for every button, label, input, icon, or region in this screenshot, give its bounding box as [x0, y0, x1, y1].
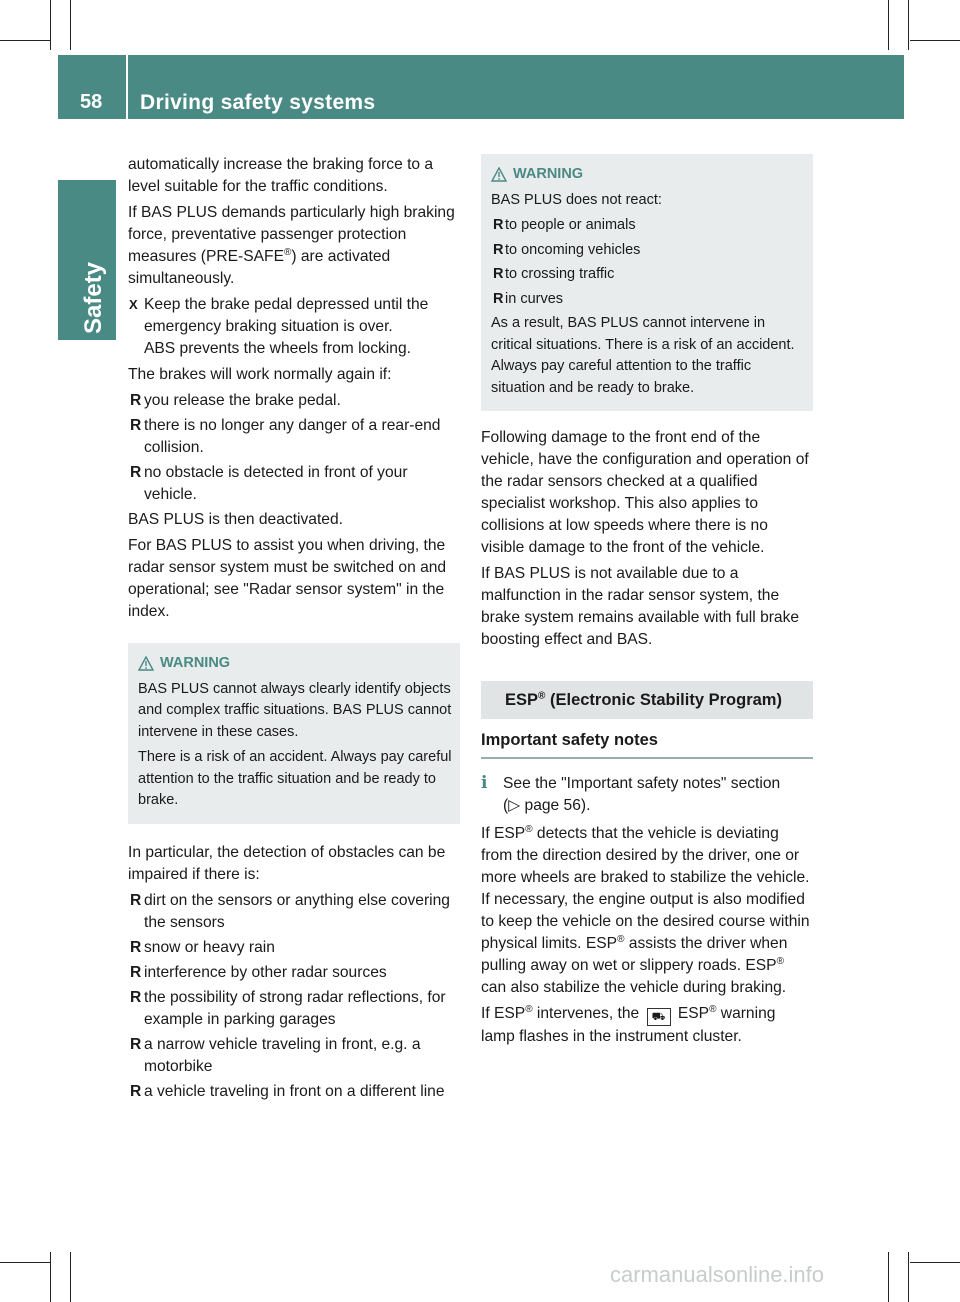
bullet-icon: R — [130, 392, 142, 409]
list-item: R the possibility of strong radar reflections, for example in parking garages — [130, 988, 446, 1028]
warning-box — [481, 154, 813, 411]
step-result: ABS prevents the wheels from locking. — [144, 340, 411, 357]
side-tab-label: Safety — [80, 261, 107, 334]
instruction-step: X Keep the brake pedal depressed until the emergency braking situation is over. ABS prevents the wheels from locking. — [128, 294, 460, 360]
crop-mark — [910, 1262, 960, 1263]
list-item: R interference by other radar sources — [128, 962, 460, 984]
bullet-icon: R — [130, 938, 142, 956]
bullet-icon: R — [130, 1082, 142, 1100]
paragraph: If BAS PLUS is not available due to a malfunction in the radar sensor system, the brake system remains available with full brake boosting effect and BAS. — [481, 565, 800, 648]
bullet-icon: R — [493, 217, 504, 233]
crop-mark — [70, 1252, 71, 1302]
page-title: Driving safety systems — [140, 91, 376, 114]
page-number: 58 — [80, 91, 103, 113]
list-item: R in curves — [491, 289, 805, 311]
esp-warning-lamp-icon: ⛟ — [647, 1008, 671, 1026]
crop-mark — [50, 1252, 51, 1302]
bullet-icon: R — [493, 290, 504, 307]
bullet-icon: R — [130, 417, 142, 434]
crop-mark — [0, 1262, 50, 1263]
warning-text: As a result, BAS PLUS cannot intervene in critical situations. There is a risk of an accident. Always pay careful attention to the traffic situation and be ready to brake. — [491, 315, 795, 396]
warning-box — [128, 643, 460, 824]
paragraph: BAS PLUS is then deactivated. — [128, 511, 343, 528]
list-item: R to people or animals — [491, 215, 805, 237]
warning-header: WARNING — [138, 653, 452, 675]
paragraph: If ESP® detects that the vehicle is deviating from the direction desired by the driver, one or more wheels are braked to stabilize the vehicle. If necessary, the engine output is also modified to keep the vehicle on the desired course within physical limits. ESP® assists the driver when pulling away on wet or slippery roads. ESP® can also stabilize the vehicle during braking. — [481, 823, 810, 996]
list-item: R to crossing traffic — [491, 264, 805, 286]
bullet-icon: R — [493, 266, 504, 282]
paragraph: For BAS PLUS to assist you when driving, the radar sensor system must be switched on and operational; see "Radar sensor system" in the index. — [128, 537, 447, 620]
bullet-icon: R — [493, 241, 504, 258]
bullet-list — [128, 890, 460, 1103]
list-item: R you release the brake pedal. — [128, 390, 460, 412]
list-item: R dirt on the sensors or anything else covering the sensors — [130, 891, 450, 931]
paragraph: automatically increase the braking force to a level suitable for the traffic conditions. — [128, 156, 434, 195]
list-item: R no obstacle is detected in front of your vehicle. — [130, 464, 408, 503]
page-reference: (▷ page 56). — [503, 797, 591, 814]
list-item: R a narrow vehicle traveling in front, e.g. a motorbike — [130, 1035, 421, 1075]
bullet-icon: R — [130, 963, 142, 981]
list-item: R there is no longer any danger of a rear-end collision. — [130, 417, 441, 456]
crop-mark — [50, 0, 51, 50]
warning-text: There is a risk of an accident. Always pay careful attention to the traffic situation and be ready to brake. — [138, 749, 452, 808]
list-item: R snow or heavy rain — [128, 937, 460, 959]
bullet-icon: R — [130, 464, 142, 481]
info-icon: i — [481, 773, 488, 793]
paragraph: The brakes will work normally again if: — [128, 366, 392, 383]
crop-mark — [908, 1252, 909, 1302]
crop-mark — [70, 0, 71, 50]
subheading: Important safety notes — [481, 729, 813, 759]
watermark: carmanualsonline.info — [610, 1262, 825, 1287]
info-note: i See the "Important safety notes" section (▷ page 56). — [481, 773, 813, 817]
left-column — [128, 154, 460, 1106]
warning-triangle-icon — [138, 656, 154, 671]
warning-triangle-icon — [491, 167, 507, 182]
crop-mark — [888, 1252, 889, 1302]
paragraph: If ESP® intervenes, the ⛟ ESP® warning lamp flashes in the instrument cluster. — [481, 1003, 776, 1045]
crop-mark — [910, 40, 960, 41]
bullet-list — [128, 390, 460, 506]
crop-mark — [888, 0, 889, 50]
warning-header: WARNING — [491, 164, 805, 186]
crop-mark — [908, 0, 909, 50]
warning-text: BAS PLUS cannot always clearly identify objects and complex traffic situations. BAS PLUS cannot intervene in these cases. — [138, 680, 452, 740]
warning-text: BAS PLUS does not react: — [491, 191, 662, 208]
paragraph: In particular, the detection of obstacles can be impaired if there is: — [128, 843, 446, 883]
bullet-icon: R — [130, 988, 142, 1006]
paragraph: Following damage to the front end of the vehicle, have the configuration and operation of the radar sensors checked at a qualified specialist workshop. This also applies to collisions at low speeds where there is no visible damage to the front of the vehicle. — [481, 429, 809, 556]
bullet-icon: R — [130, 891, 142, 909]
paragraph: If BAS PLUS demands particularly high braking force, preventative passenger protection measures (PRE-SAFE®) are activated simultaneously. — [128, 204, 455, 287]
header-separator — [126, 55, 128, 119]
bullet-icon: R — [130, 1035, 142, 1053]
right-column — [481, 154, 813, 1052]
step-arrow-icon: X — [129, 297, 138, 312]
list-item: R a vehicle traveling in front on a different line — [128, 1081, 460, 1103]
section-heading: ESP® (Electronic Stability Program) — [481, 681, 813, 719]
list-item: R to oncoming vehicles — [491, 240, 805, 262]
crop-mark — [0, 40, 50, 41]
